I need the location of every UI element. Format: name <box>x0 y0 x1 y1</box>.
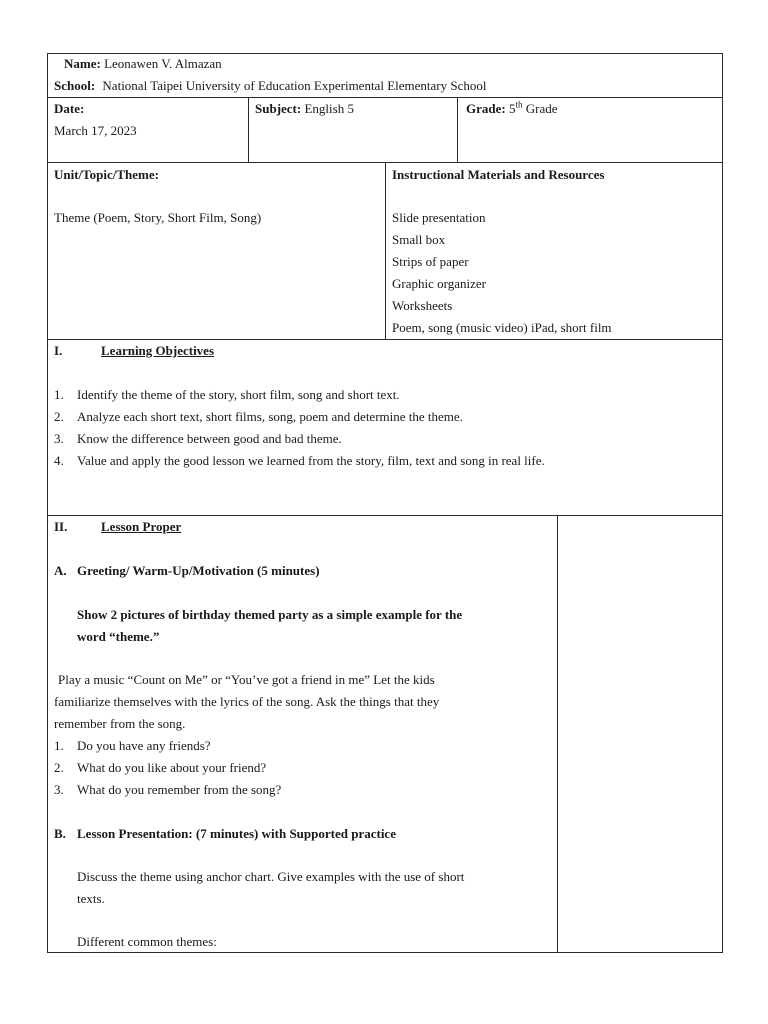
subject-cell <box>255 101 354 117</box>
show-pictures-line: word “theme.” <box>77 629 160 644</box>
subject-value: English 5 <box>304 101 354 116</box>
materials-item: Strips of paper <box>392 254 469 269</box>
materials-item: Worksheets <box>392 298 453 313</box>
objective-item: Know the difference between good and bad theme. <box>77 431 342 446</box>
materials-item: Small box <box>392 232 446 247</box>
question-item: What do you like about your friend? <box>77 760 267 775</box>
column-divider <box>385 162 386 339</box>
play-music-line: remember from the song. <box>54 716 186 731</box>
column-divider <box>557 515 558 953</box>
materials-item: Poem, song (music video) iPad, short film <box>392 320 612 335</box>
question-item: What do you remember from the song? <box>77 782 282 797</box>
objective-number: 3. <box>54 431 64 446</box>
lesson-title: Lesson Proper <box>101 519 182 534</box>
section-b-title: Lesson Presentation: (7 minutes) with Supported practice <box>77 826 396 841</box>
common-themes-heading: Different common themes: <box>77 934 217 949</box>
grade-value-text: Grade <box>525 101 558 116</box>
grade-cell <box>466 101 558 117</box>
school-row <box>54 78 486 94</box>
play-music-line: Play a music “Count on Me” or “You’ve got a friend in me” Let the kids <box>58 672 435 687</box>
section-a-title: Greeting/ Warm-Up/Motivation (5 minutes) <box>77 563 320 578</box>
grade-label: Grade: <box>466 101 506 116</box>
column-divider <box>248 97 249 162</box>
section-b-letter: B. <box>54 826 66 841</box>
lesson-numeral: II. <box>54 519 68 534</box>
objective-number: 4. <box>54 453 64 468</box>
objective-item: Value and apply the good lesson we learned from the story, film, text and song in real life. <box>77 453 545 468</box>
grade-value-number: 5 <box>508 101 516 116</box>
column-divider <box>457 97 458 162</box>
row-divider <box>47 515 723 516</box>
question-number: 2. <box>54 760 64 775</box>
objective-number: 1. <box>54 387 64 402</box>
objectives-title: Learning Objectives <box>101 343 215 358</box>
objective-item: Analyze each short text, short films, song, poem and determine the theme. <box>77 409 463 424</box>
name-value: Leonawen V. Almazan <box>104 56 222 71</box>
section-a-letter: A. <box>54 563 67 578</box>
name-label: Name: <box>64 56 101 71</box>
materials-item: Slide presentation <box>392 210 486 225</box>
question-item: Do you have any friends? <box>77 738 211 753</box>
name-row <box>64 56 222 72</box>
date-label: Date: <box>54 101 85 116</box>
row-divider <box>47 339 723 340</box>
materials-label: Instructional Materials and Resources <box>392 167 605 182</box>
unit-label: Unit/Topic/Theme: <box>54 167 159 182</box>
materials-item: Graphic organizer <box>392 276 486 291</box>
objective-number: 2. <box>54 409 64 424</box>
grade-value-superscript: th <box>515 99 523 110</box>
school-label: School: <box>54 78 96 93</box>
objectives-numeral: I. <box>54 343 63 358</box>
discuss-line: texts. <box>77 891 105 906</box>
date-value: March 17, 2023 <box>54 123 137 138</box>
question-number: 3. <box>54 782 64 797</box>
discuss-line: Discuss the theme using anchor chart. Give examples with the use of short <box>77 869 465 884</box>
objective-item: Identify the theme of the story, short film, song and short text. <box>77 387 400 402</box>
school-value: National Taipei University of Education Experimental Elementary School <box>102 78 487 93</box>
play-music-line: familiarize themselves with the lyrics of the song. Ask the things that they <box>54 694 440 709</box>
question-number: 1. <box>54 738 64 753</box>
show-pictures-line: Show 2 pictures of birthday themed party as a simple example for the <box>77 607 463 622</box>
subject-label: Subject: <box>255 101 302 116</box>
unit-value: Theme (Poem, Story, Short Film, Song) <box>54 210 262 225</box>
row-divider <box>47 97 723 98</box>
